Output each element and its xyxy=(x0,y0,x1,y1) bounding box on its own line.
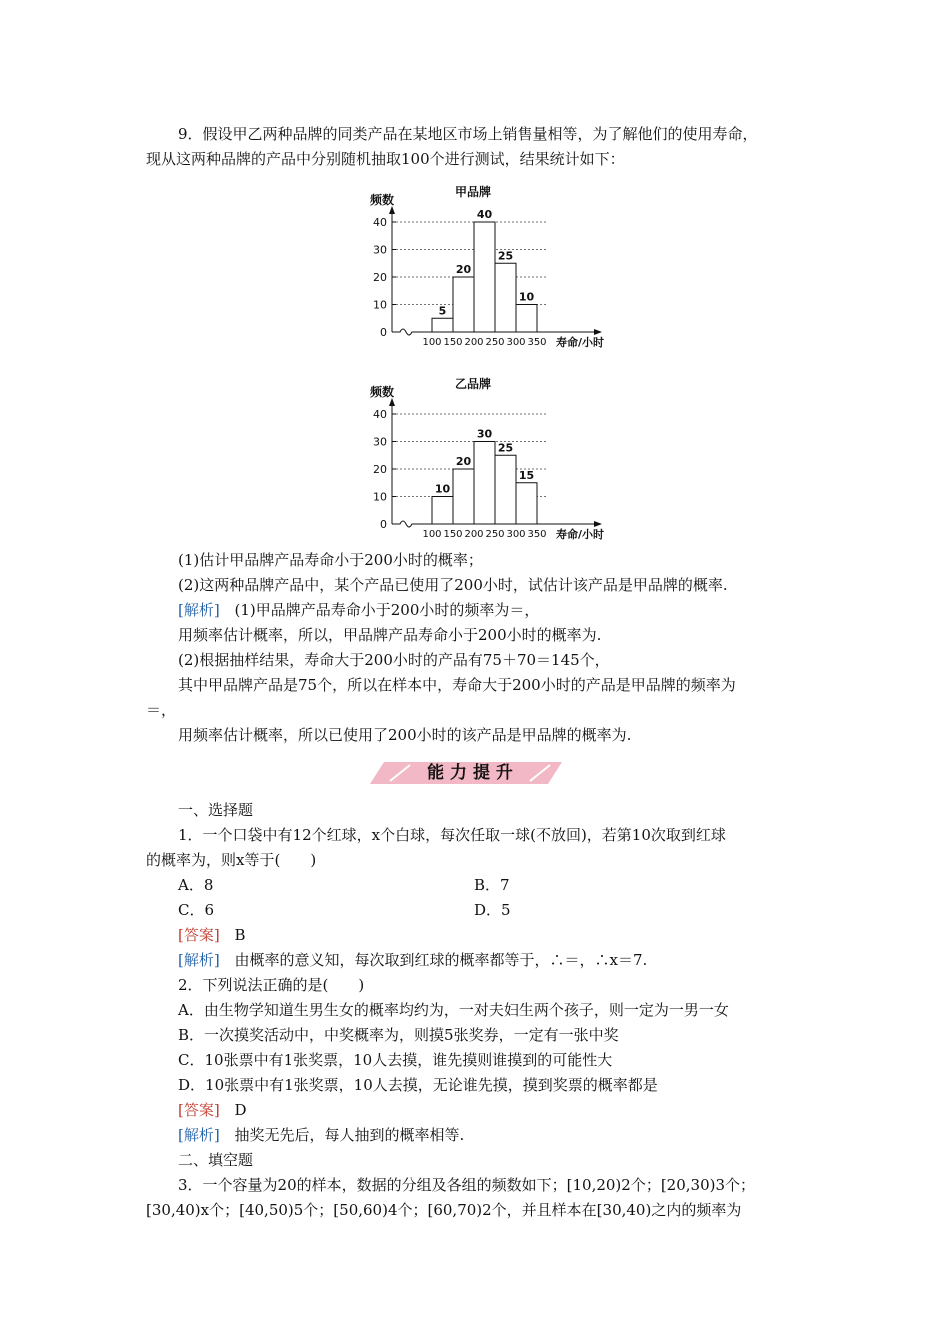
y-axis-arrow xyxy=(389,398,395,406)
q2-stem: 2．下列说法正确的是( ) xyxy=(178,976,365,994)
x-tick-label: 350 xyxy=(527,337,547,348)
y-axis-arrow xyxy=(389,206,395,214)
q2-option-b: B．一次摸奖活动中，中奖概率为，则摸5张奖券，一定有一张中奖 xyxy=(178,1026,619,1044)
x-axis-arrow xyxy=(594,521,602,527)
analysis-tag: [解析] xyxy=(178,601,220,619)
histogram-brand-b xyxy=(360,370,620,540)
y-tick-label: 20 xyxy=(373,271,387,284)
bar-value-label: 40 xyxy=(476,208,493,221)
y-axis-label: 频数 xyxy=(370,385,395,399)
chart-title: 乙品牌 xyxy=(455,377,492,391)
answer-value: B xyxy=(234,926,246,944)
y-tick-label: 40 xyxy=(373,216,387,229)
histogram-bar xyxy=(495,263,516,332)
q2-option-a: A．由生物学知道生男生女的概率均约为，一对夫妇生两个孩子，则一定为一男一女 xyxy=(178,1001,729,1019)
bar-value-label: 20 xyxy=(455,263,472,276)
x-axis-arrow xyxy=(594,329,602,335)
x-tick-label: 200 xyxy=(464,529,484,540)
q9-solution-line6: 用频率估计概率，所以已使用了200小时的该产品是甲品牌的概率为. xyxy=(178,726,632,744)
q9-solution-line4: 其中甲品牌产品是75个，所以在样本中，寿命大于200小时的产品是甲品牌的频率为 xyxy=(178,676,736,694)
y-axis-label: 频数 xyxy=(370,193,395,207)
x-tick-label: 300 xyxy=(506,529,526,540)
q9-solution-line3: (2)根据抽样结果，寿命大于200小时的产品有75＋70＝145个， xyxy=(178,651,610,669)
bar-value-label: 25 xyxy=(497,249,514,263)
y-tick-label: 40 xyxy=(373,408,387,421)
q1-option-c: C．6 xyxy=(178,901,215,919)
solution-text: (1)甲品牌产品寿命小于200小时的频率为＝， xyxy=(234,601,540,619)
q1-line2: 的概率为，则x等于( ) xyxy=(146,851,317,869)
y-tick-label: 10 xyxy=(373,298,387,312)
q9-solution-line2: 用频率估计概率，所以，甲品牌产品寿命小于200小时的概率为. xyxy=(178,626,602,644)
analysis-tag: [解析] xyxy=(178,951,220,969)
q9-line2: 现从这两种品牌的产品中分别随机抽取100个进行测试，结果统计如下： xyxy=(146,150,625,168)
x-axis-label: 寿命/小时 xyxy=(556,336,605,349)
analysis-text: 抽奖无先后，每人抽到的概率相等. xyxy=(234,1126,465,1144)
histogram-bar xyxy=(453,277,474,332)
x-tick-label: 300 xyxy=(506,337,526,348)
x-tick-label: 100 xyxy=(422,337,442,348)
q2-option-c: C．10张票中有1张奖票，10人去摸，谁先摸则谁摸到的可能性大 xyxy=(178,1051,613,1069)
answer-value: D xyxy=(234,1101,247,1119)
x-tick-label: 150 xyxy=(443,337,463,348)
histogram-bar xyxy=(495,455,516,524)
q1-option-b: B．7 xyxy=(474,876,510,894)
histogram-bar xyxy=(516,305,537,333)
histogram-bar xyxy=(432,318,453,332)
analysis-tag: [解析] xyxy=(178,1126,220,1144)
x-tick-label: 150 xyxy=(443,529,463,540)
q9-part1: (1)估计甲品牌产品寿命小于200小时的概率； xyxy=(178,551,483,569)
q2-option-d: D．10张票中有1张奖票，10人去摸，无论谁先摸，摸到奖票的概率都是 xyxy=(178,1076,658,1094)
histogram-bar xyxy=(474,442,495,525)
histogram-bar xyxy=(453,469,474,524)
q1-line1: 1．一个口袋中有12个红球，x个白球，每次任取一球(不放回)，若第10次取到红球 xyxy=(178,826,726,844)
x-tick-label: 250 xyxy=(485,337,505,348)
bar-value-label: 5 xyxy=(438,304,447,318)
x-tick-label: 250 xyxy=(485,529,505,540)
answer-tag: [答案] xyxy=(178,1101,220,1119)
section-banner xyxy=(370,757,570,787)
bar-value-label: 25 xyxy=(497,441,514,455)
x-tick-label: 200 xyxy=(464,337,484,348)
y-tick-label: 10 xyxy=(373,490,387,504)
q3-line2: [30,40)x个；[40,50)5个；[50,60)4个；[60,70)2个，并且样本在[30,40)之内的频率为 xyxy=(146,1201,742,1219)
bar-value-label: 10 xyxy=(518,290,535,304)
y-tick-label: 20 xyxy=(373,463,387,476)
x-axis-label: 寿命/小时 xyxy=(556,528,605,540)
q9-part2: (2)这两种品牌产品中，某个产品已使用了200小时，试估计该产品是甲品牌的概率. xyxy=(178,576,728,594)
y-tick-label: 30 xyxy=(373,243,387,257)
banner-title: 能 力 提 升 xyxy=(427,763,513,783)
chart-title: 甲品牌 xyxy=(455,185,492,199)
histogram-bar xyxy=(474,222,495,332)
histogram-bar xyxy=(516,483,537,524)
y-tick-label: 0 xyxy=(380,518,387,531)
q9-solution-line1 xyxy=(178,600,539,620)
q1-analysis xyxy=(178,950,647,970)
y-tick-label: 0 xyxy=(380,326,387,339)
bar-value-label: 20 xyxy=(455,455,472,468)
bar-value-label: 10 xyxy=(434,482,451,496)
q3-line1: 3．一个容量为20的样本，数据的分组及各组的频数如下；[10,20)2个；[20,30)3个； xyxy=(178,1176,756,1194)
histogram-brand-a xyxy=(360,178,620,353)
analysis-text: 由概率的意义知，每次取到红球的概率都等于，∴＝，∴x＝7. xyxy=(234,951,648,969)
x-tick-label: 350 xyxy=(527,529,547,540)
answer-tag: [答案] xyxy=(178,926,220,944)
q2-analysis xyxy=(178,1125,464,1145)
q2-answer xyxy=(178,1100,247,1120)
bar-value-label: 15 xyxy=(518,468,535,482)
section1-title: 一、选择题 xyxy=(178,801,254,819)
q9-line1: 9．假设甲乙两种品牌的同类产品在某地区市场上销售量相等，为了解他们的使用寿命， xyxy=(178,125,758,143)
histogram-bar xyxy=(432,497,453,525)
q9-solution-line5: ＝， xyxy=(146,701,177,719)
q1-answer xyxy=(178,925,246,945)
x-tick-label: 100 xyxy=(422,529,442,540)
q1-option-a: A．8 xyxy=(178,876,214,894)
q1-option-d: D．5 xyxy=(474,901,511,919)
section2-title: 二、填空题 xyxy=(178,1151,254,1169)
y-tick-label: 30 xyxy=(373,435,387,449)
bar-value-label: 30 xyxy=(476,427,493,441)
